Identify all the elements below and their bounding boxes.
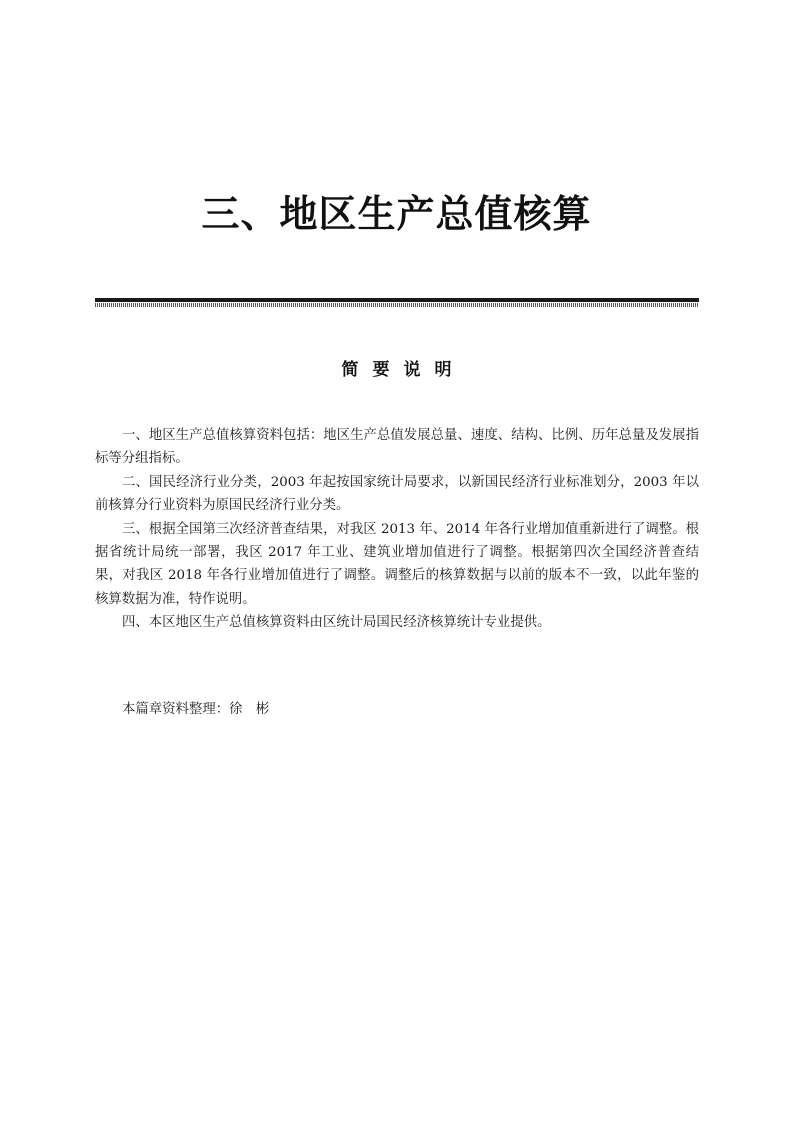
chapter-title: 三、地区生产总值核算 [201,192,592,236]
compiler-label: 本篇章资料整理： [122,702,230,717]
explanation-body [95,424,699,635]
title-divider [95,298,699,308]
paragraph-3: 三、根据全国第三次经济普查结果，对我区 2013 年、2014 年各行业增加值重新进行了调整。根据省统计局统一部署，我区 2017 年工业、建筑业增加值进行了调整。根据第四次全国经济普查结果，对我区 2018 年各行业增加值进行了调整。调整后的核算数据与以前的版本不一致，以此年鉴的核算数据为准，特作说明。 [95,521,699,607]
title-divider-thick-line [95,298,699,302]
section-title: 简要说明 [341,360,466,380]
title-divider-hatched-line [95,303,699,307]
compiler-credit [122,698,269,721]
compiler-name: 徐 彬 [229,702,270,717]
paragraph-4: 四、本区地区生产总值核算资料由区统计局国民经济核算统计专业提供。 [122,615,551,631]
paragraph-1: 一、地区生产总值核算资料包括：地区生产总值发展总量、速度、结构、比例、历年总量及发展指标等分组指标。 [95,428,699,467]
paragraph-2: 二、国民经济行业分类，2003 年起按国家统计局要求，以新国民经济行业标准划分，2003 年以前核算分行业资料为原国民经济行业分类。 [95,474,699,514]
